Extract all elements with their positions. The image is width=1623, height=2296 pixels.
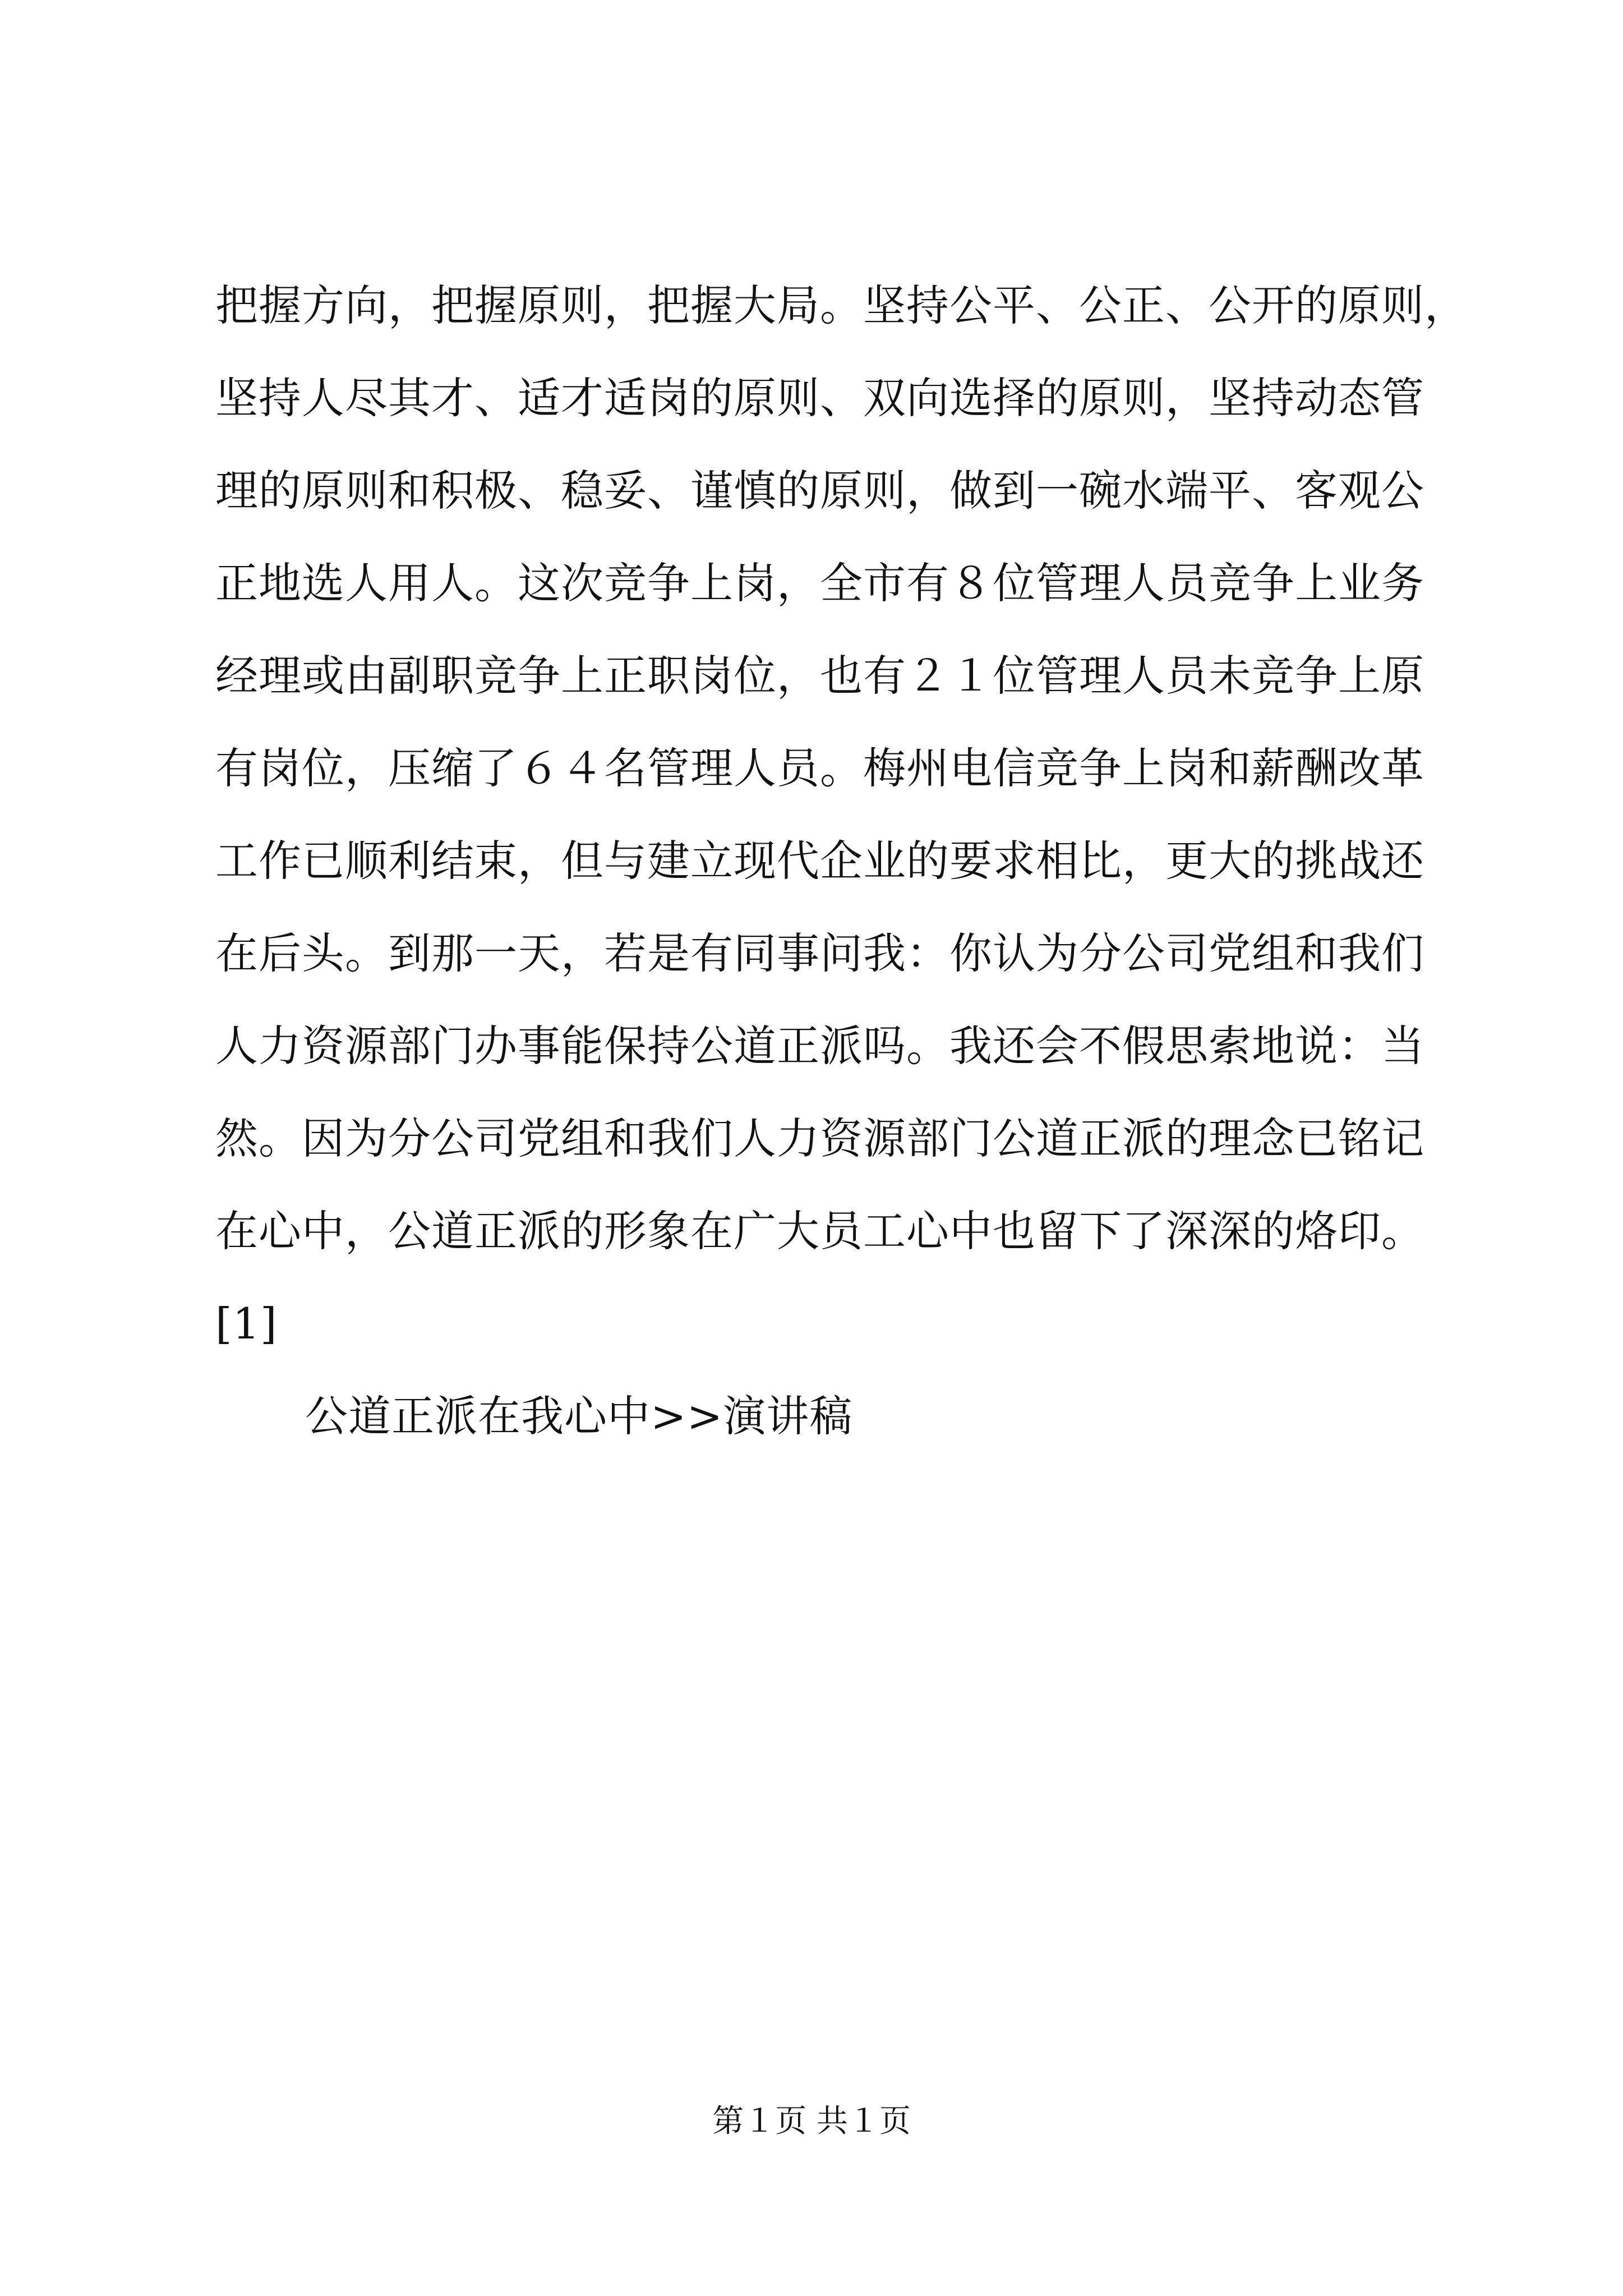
paragraph-line: 工作已顺利结束，但与建立现代企业的要求相比，更大的挑战还: [215, 836, 1424, 886]
paragraph-line: 然。因为分公司党组和我们人力资源部门公道正派的理念已铭记: [215, 1114, 1424, 1163]
paragraph-line: 理的原则和积极、稳妥、谨慎的原则，做到一碗水端平、客观公: [215, 466, 1424, 516]
paragraph-line: 有岗位，压缩了６４名管理人员。梅州电信竞争上岗和薪酬改革: [215, 743, 1424, 793]
body-paragraph: [215, 259, 1466, 1462]
closing-title: 公道正派在我心中>>演讲稿: [305, 1391, 853, 1441]
page-footer: 第１页 共１页: [712, 2103, 911, 2139]
paragraph-line: 在心中，公道正派的形象在广大员工心中也留下了深深的烙印。: [215, 1206, 1424, 1256]
paragraph-line: 人力资源部门办事能保持公道正派吗。我还会不假思索地说：当: [215, 1021, 1424, 1071]
paragraph-line: 把握方向，把握原则，把握大局。坚持公平、公正、公开的原则，: [215, 280, 1468, 330]
paragraph-line: 正地选人用人。这次竞争上岗，全市有８位管理人员竞争上业务: [215, 558, 1424, 608]
paragraph-line: 经理或由副职竞争上正职岗位，也有２１位管理人员未竞争上原: [215, 651, 1424, 701]
citation-marker: [1]: [215, 1299, 278, 1349]
paragraph-line: 坚持人尽其才、适才适岗的原则、双向选择的原则，坚持动态管: [215, 373, 1424, 423]
paragraph-line: 在后头。到那一天，若是有同事问我：你认为分公司党组和我们: [215, 928, 1424, 978]
